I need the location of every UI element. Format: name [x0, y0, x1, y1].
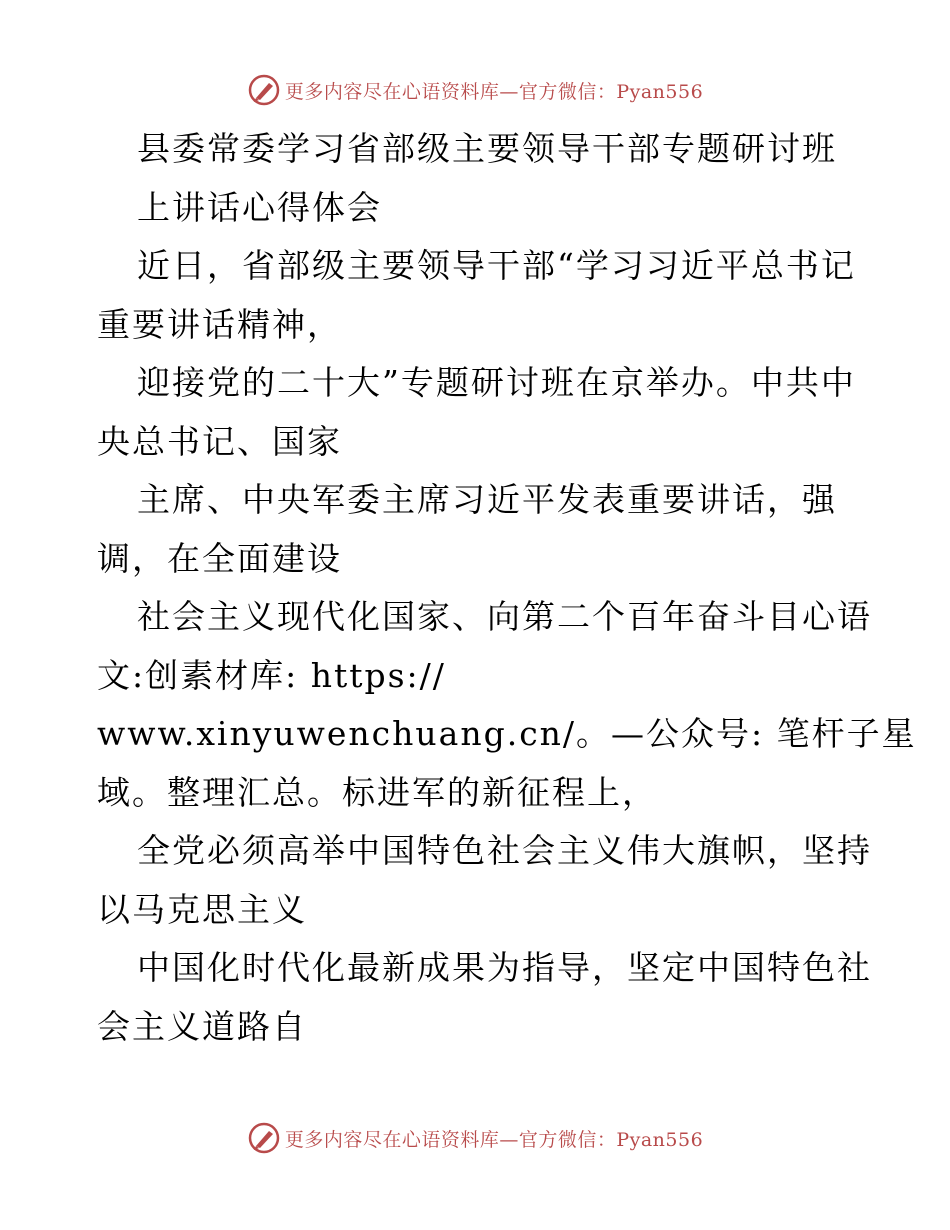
paragraph-line: www.xinyuwenchuang.cn/。—公众号: 笔杆子星 [97, 714, 917, 753]
paragraph-line: 主席、中央军委主席习近平发表重要讲话，强 [137, 480, 837, 519]
paragraph-line: 社会主义现代化国家、向第二个百年奋斗目心语 [137, 597, 872, 636]
paragraph-line: 近日，省部级主要领导干部“学习习近平总书记 [137, 246, 856, 285]
paragraph-line: 迎接党的二十大”专题研讨班在京举办。中共中 [137, 363, 856, 402]
pen-logo-icon [247, 73, 281, 107]
title-line-2: 上讲话心得体会 [137, 187, 382, 227]
header-banner [0, 70, 950, 110]
paragraph-line: 以马克思主义 [97, 889, 307, 929]
pen-logo-icon [247, 1121, 281, 1155]
paragraph-line: 会主义道路自 [97, 1006, 307, 1046]
document-body [97, 120, 917, 1056]
paragraph-line: 央总书记、国家 [97, 421, 342, 461]
paragraph-line: 重要讲话精神， [97, 304, 342, 344]
footer-banner [0, 1118, 950, 1158]
footer-banner-text: 更多内容尽在心语资料库—官方微信：Pyan556 [284, 1128, 704, 1151]
paragraph-line: 中国化时代化最新成果为指导，坚定中国特色社 [137, 948, 872, 987]
paragraph-line: 调，在全面建设 [97, 538, 342, 578]
title-line-1: 县委常委学习省部级主要领导干部专题研讨班 [137, 129, 837, 168]
paragraph-line: 文:创素材库: https:// [97, 655, 446, 695]
paragraph-line: 域。整理汇总。标进军的新征程上， [97, 772, 657, 812]
paragraph-line: 全党必须高举中国特色社会主义伟大旗帜，坚持 [137, 831, 872, 870]
header-banner-text: 更多内容尽在心语资料库—官方微信：Pyan556 [284, 80, 704, 103]
